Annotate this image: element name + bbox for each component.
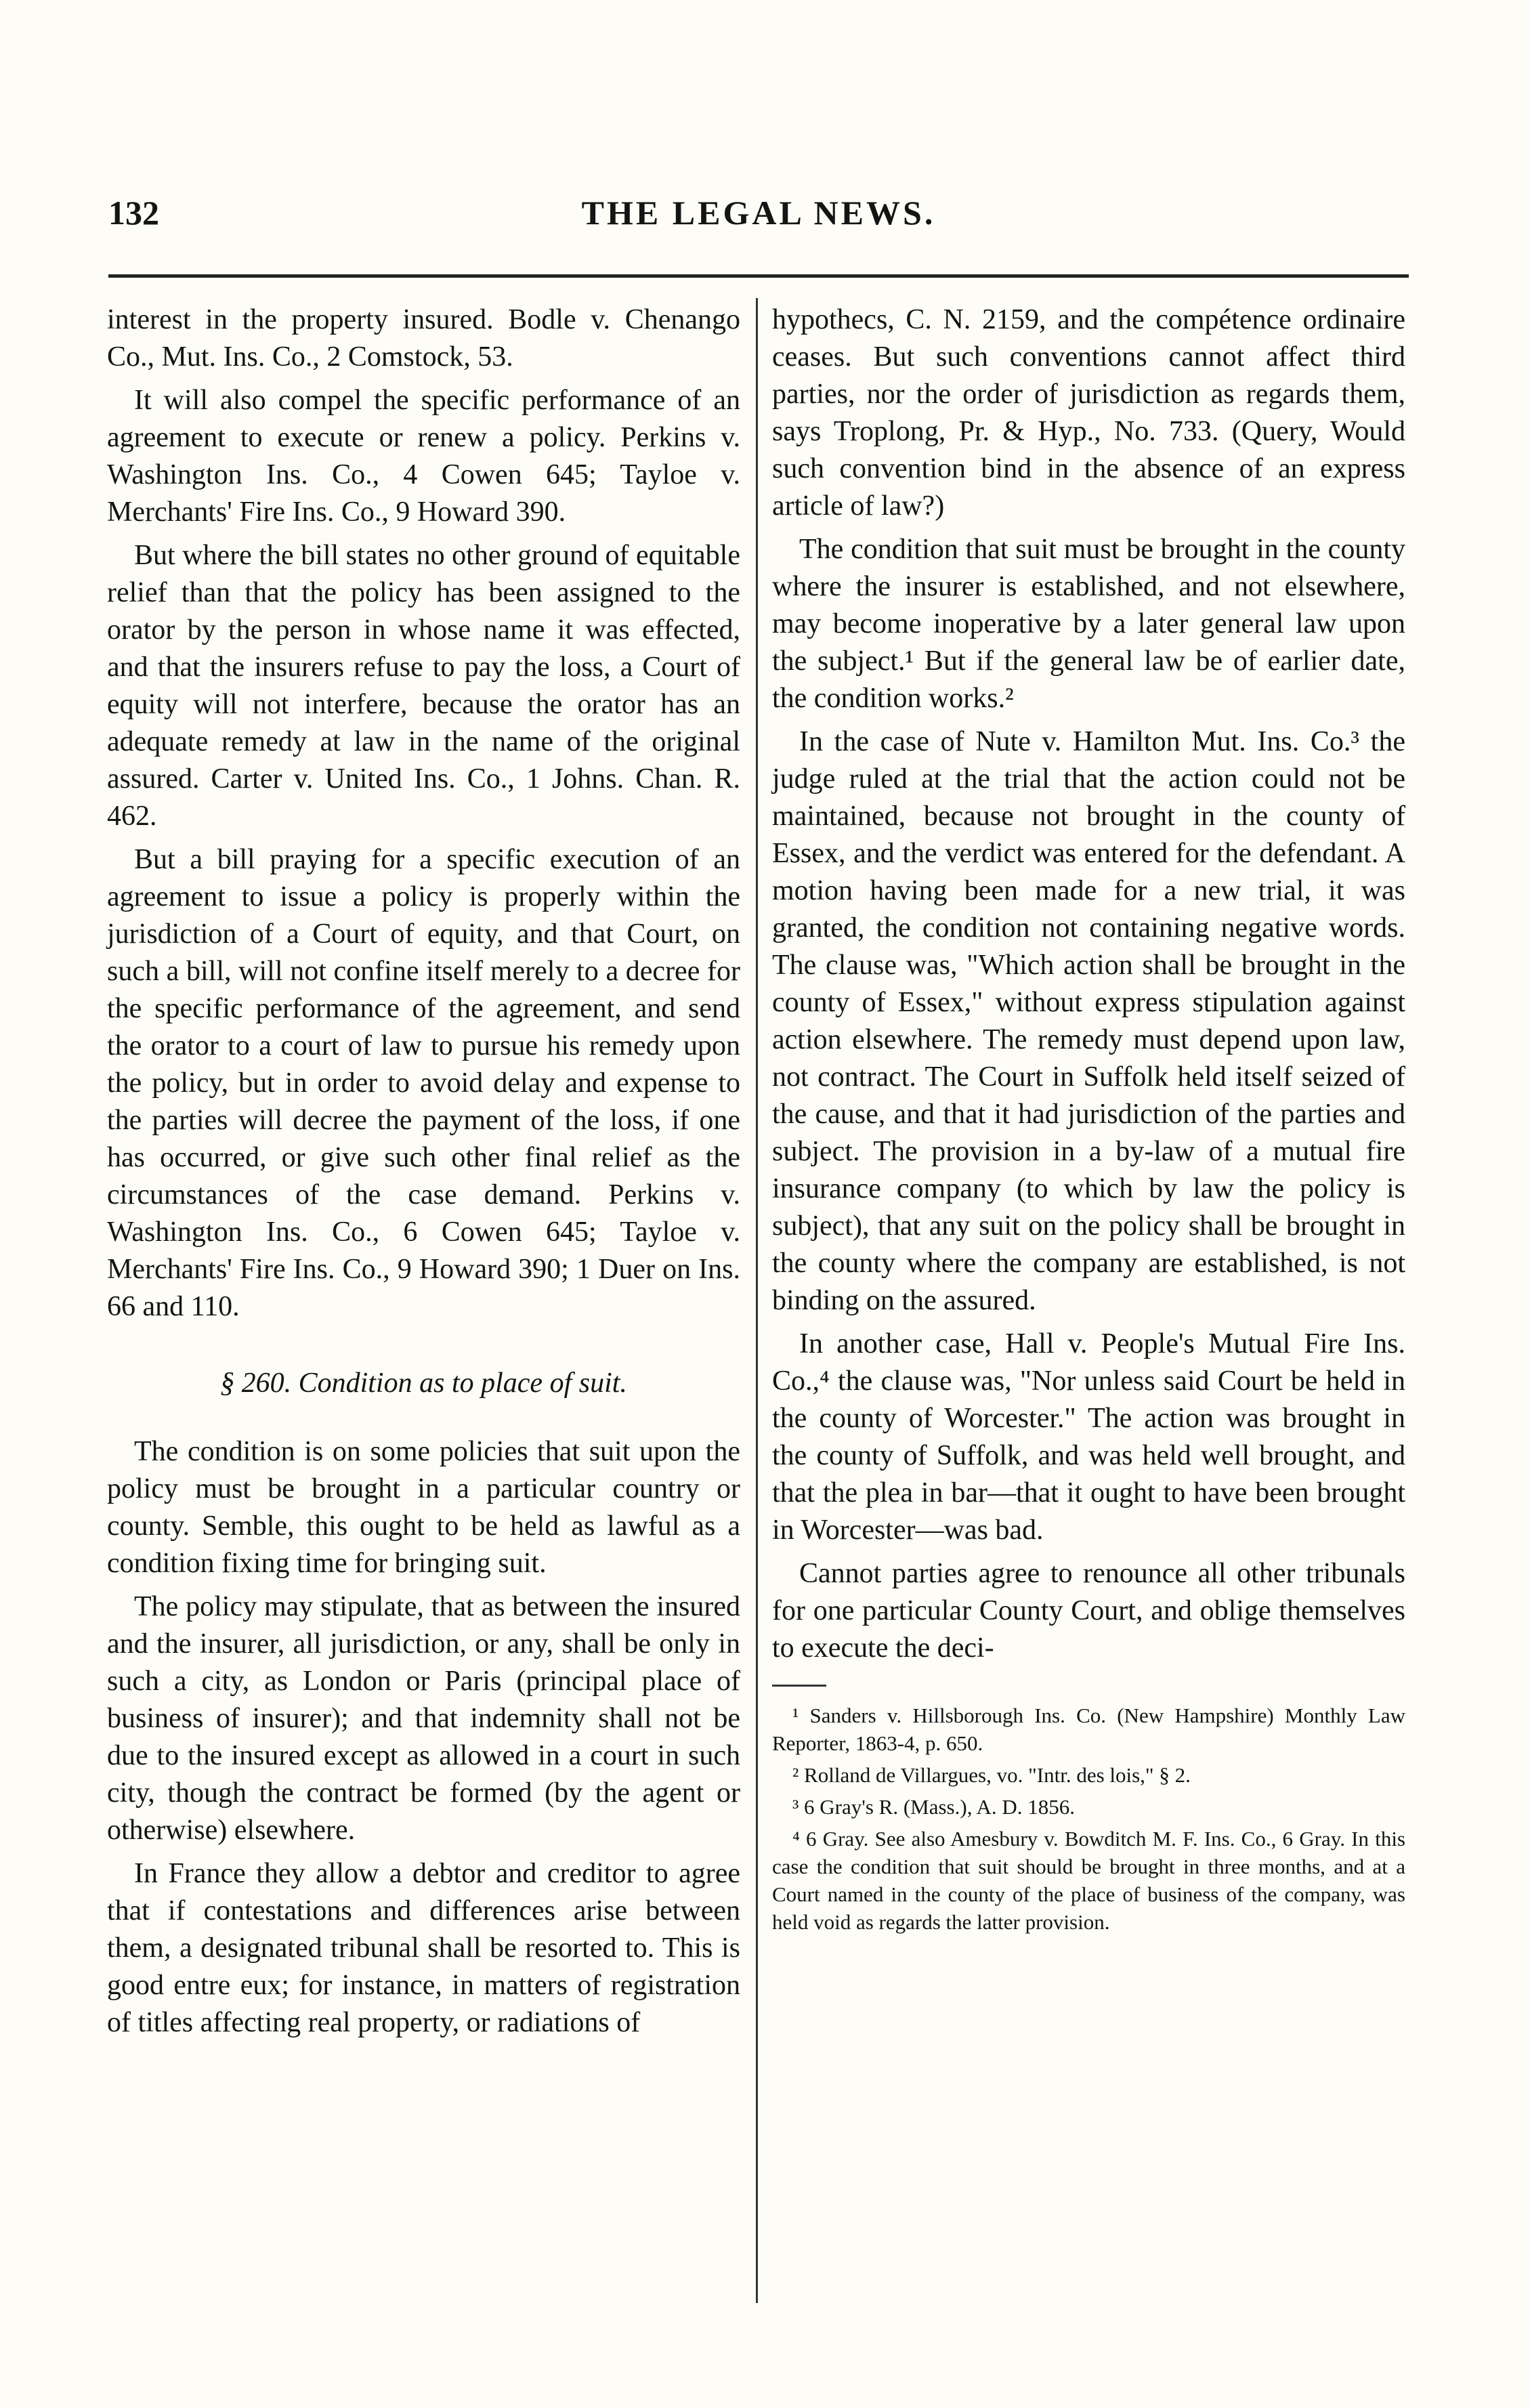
paragraph: In the case of Nute v. Hamilton Mut. Ins. Co.³ the judge ruled at the trial that the action could not be maintained, because not brought in the county of Essex, and the verdict was entered for the defendant. A motion having been made for a new trial, it was granted, the condition not containing negative words. The clause was, "Which action shall be brought in the county of Essex," without express stipulation against action elsewhere. The remedy must depend upon law, not contract. The Court in Suffolk held itself seized of the cause, and that it had jurisdiction of the parties and subject. The provision in a by-law of a mutual fire insurance company (to which by law the policy is subject), that any suit on the policy shall be brought in the county where the company are established, is not binding on the assured. (772, 726, 1405, 1316)
page-number: 132 (108, 194, 159, 232)
paragraph: But a bill praying for a specific execution of an agreement to issue a policy is properly within the jurisdiction of a Court of equity, and that Court, on such a bill, will not confine itself merely to a decree for the specific performance of the agreement, and send the orator to a court of law to pursue his remedy upon the policy, but in order to avoid delay and expense to the parties will decree the payment of the loss, if one has occurred, or give such other final relief as the circumstances of the case demand. Perkins v. Washington Ins. Co., 6 Cowen 645; Tayloe v. Merchants' Fire Ins. Co., 9 Howard 390; 1 Duer on Ins. 66 and 110. (107, 844, 740, 1322)
paragraph: In another case, Hall v. People's Mutual Fire Ins. Co.,⁴ the clause was, "Nor unless said Court be held in the county of Worcester." The action was brought in the county of Suffolk, and was held well brought, and that the plea in bar—that it ought to have been brought in Worcester—was bad. (772, 1328, 1405, 1546)
footnotes (772, 1702, 1405, 1936)
paragraph: It will also compel the specific performance of an agreement to execute or renew a policy. Perkins v. Washington Ins. Co., 4 Cowen 645; Tayloe v. Merchants' Fire Ins. Co., 9 Howard 390. (107, 385, 740, 528)
footnote-rule (772, 1685, 826, 1687)
column-divider (756, 298, 758, 2303)
section-heading: § 260. Condition as to place of suit. (220, 1368, 627, 1399)
right-column (772, 301, 1405, 1940)
paragraph: Cannot parties agree to renounce all other tribunals for one particular County Court, and oblige themselves to execute the deci- (772, 1558, 1405, 1664)
paragraph: The condition is on some policies that suit upon the policy must be brought in a particular country or county. Semble, this ought to be held as lawful as a condition fixing time for bringing suit. (107, 1436, 740, 1579)
journal-title: THE LEGAL NEWS. (581, 194, 936, 232)
footnote: ³ 6 Gray's R. (Mass.), A. D. 1856. (792, 1795, 1076, 1819)
footnote: ² Rolland de Villargues, vo. "Intr. des lois," § 2. (792, 1763, 1191, 1787)
footnote: ⁴ 6 Gray. See also Amesbury v. Bowditch M. F. Ins. Co., 6 Gray. In this case the condition that suit should be brought in three months, and at a Court named in the county of the place of business of the company, was held void as regards the latter provision. (772, 1827, 1405, 1934)
paragraph: The policy may stipulate, that as between the insured and the insurer, all jurisdiction, or any, shall be only in such a city, as London or Paris (principal place of business of insurer); and that indemnity shall not be due to the insured except as allowed in a court in such city, though the contract be formed (by the agent or otherwise) elsewhere. (107, 1591, 740, 1846)
page-header (108, 193, 1409, 247)
header-rule (108, 274, 1409, 278)
footnote: ¹ Sanders v. Hillsborough Ins. Co. (New Hampshire) Monthly Law Reporter, 1863-4, p. 650. (772, 1704, 1405, 1755)
left-column (107, 301, 740, 2048)
paragraph: The condition that suit must be brought in the county where the insurer is established, and not elsewhere, may become inoperative by a later general law upon the subject.¹ But if the general law be of earlier date, the condition works.² (772, 534, 1405, 714)
paragraph: In France they allow a debtor and creditor to agree that if contestations and differences arise between them, a designated tribunal shall be resorted to. This is good entre eux; for instance, in matters of registration of titles affecting real property, or radiations of (107, 1858, 740, 2038)
paragraph: interest in the property insured. Bodle v. Chenango Co., Mut. Ins. Co., 2 Comstock, 53. (107, 304, 740, 373)
paragraph: But where the bill states no other ground of equitable relief than that the policy has been assigned to the orator by the person in whose name it was effected, and that the insurers refuse to pay the loss, a Court of equity will not interfere, because the orator has an adequate remedy at law in the name of the original assured. Carter v. United Ins. Co., 1 Johns. Chan. R. 462. (107, 540, 740, 832)
paragraph: hypothecs, C. N. 2159, and the compétence ordinaire ceases. But such conventions cannot affect third parties, nor the order of jurisdiction as regards them, says Troplong, Pr. & Hyp., No. 733. (Query, Would such convention bind in the absence of an express article of law?) (772, 304, 1405, 522)
